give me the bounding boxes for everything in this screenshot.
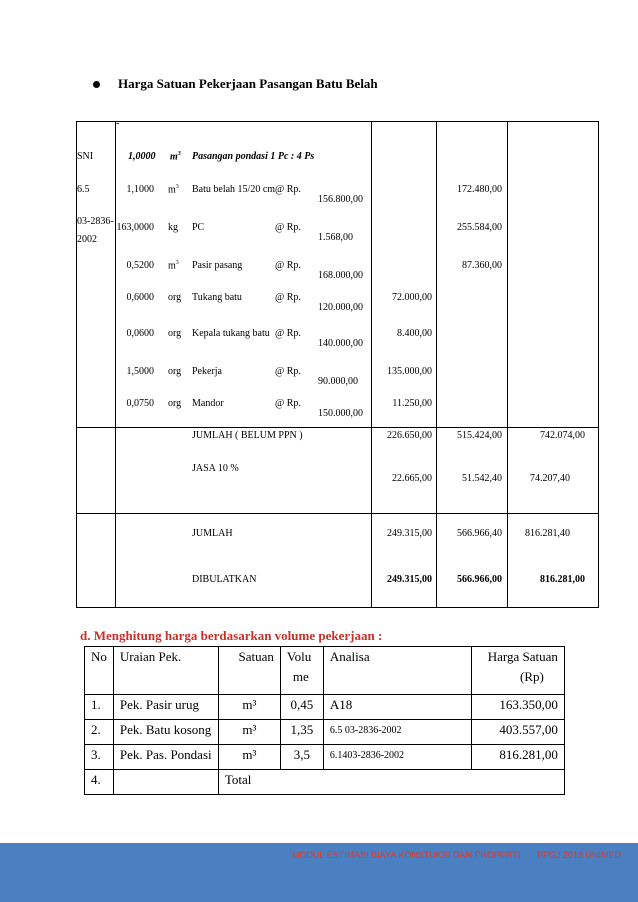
col-satuan: Satuan: [218, 647, 280, 695]
cell-mark: -: [116, 118, 120, 129]
item-coef: 1,1000: [126, 184, 154, 195]
total-label: Total: [218, 770, 564, 795]
jumlah-c1: 249.315,00: [387, 528, 432, 539]
row-uraian: Pek. Batu kosong: [113, 720, 218, 745]
total-empty: [113, 770, 218, 795]
row-volume: 3,5: [280, 745, 323, 770]
jumlah-label: JUMLAH: [192, 528, 233, 539]
dibulatkan-c1: 249.315,00: [387, 574, 432, 585]
item-coef: 0,5200: [126, 260, 154, 271]
table-row: [85, 720, 565, 745]
item-unit: org: [168, 398, 182, 409]
jumlah-belum-ppn-c1: 226.650,00: [387, 430, 432, 441]
jasa-label: JASA 10 %: [192, 463, 239, 474]
row-analisa: 6.1403-2836-2002: [323, 745, 471, 770]
item-price: 150.000,00: [318, 408, 363, 419]
jumlah-belum-ppn-c3: 742.074,00: [540, 430, 585, 441]
col-harga: Harga Satuan (Rp): [471, 647, 564, 695]
item-at: @ Rp.: [275, 260, 301, 271]
row-no: 2.: [85, 720, 114, 745]
item-price: 90.000,00: [318, 376, 358, 387]
bullet-icon: [93, 81, 100, 88]
item-unit: $m^3$: [168, 260, 179, 272]
item-cost-material: 172.480,00: [457, 184, 502, 195]
item-at: @ Rp.: [275, 222, 301, 233]
col-no: No: [85, 647, 114, 695]
item-at: @ Rp.: [275, 366, 301, 377]
item-price: 168.000,00: [318, 270, 363, 281]
row-analisa: A18: [323, 695, 471, 720]
item-unit: org: [168, 292, 182, 303]
row-uraian: Pek. Pas. Pondasi: [113, 745, 218, 770]
row-harga: 816.281,00: [471, 745, 564, 770]
item-desc: Pasir pasang: [192, 260, 243, 271]
row-harga: 403.557,00: [471, 720, 564, 745]
item-desc: Batu belah 15/20 cm: [192, 184, 276, 195]
item-coef: 0,0600: [126, 328, 154, 339]
code-line: 2002: [77, 234, 97, 245]
table-row: [85, 695, 565, 720]
dibulatkan-c3: 816.281,00: [540, 574, 585, 585]
table-header-row: [85, 647, 565, 695]
row-no: 1.: [85, 695, 114, 720]
row-satuan: m³: [218, 695, 280, 720]
col-uraian: Uraian Pek.: [113, 647, 218, 695]
code-line: 6.5: [77, 184, 90, 195]
row-satuan: m³: [218, 745, 280, 770]
dibulatkan-label: DIBULATKAN: [192, 574, 257, 585]
item-at: @ Rp.: [275, 184, 301, 195]
jasa-c3: 74.207,40: [530, 473, 570, 484]
col-analisa: Analisa: [323, 647, 471, 695]
jumlah-c3: 816.281,40: [525, 528, 570, 539]
item-cost-material: 255.584,00: [457, 222, 502, 233]
item-desc: Tukang batu: [192, 292, 242, 303]
col-volume: Volu me: [280, 647, 323, 695]
item-at: @ Rp.: [275, 292, 301, 303]
row-volume: 1,35: [280, 720, 323, 745]
item-desc: Pekerja: [192, 366, 222, 377]
item-cost-material: 87.360,00: [462, 260, 502, 271]
item-unit: kg: [168, 222, 178, 233]
item-cost-labor: 72.000,00: [392, 292, 432, 303]
item-at: @ Rp.: [275, 328, 301, 339]
row-analisa: 6.5 03-2836-2002: [323, 720, 471, 745]
item-price: 1.568,00: [318, 232, 353, 243]
footer-right-text: PPGJ 2018 UNIMED: [537, 850, 622, 860]
header-desc: Pasangan pondasi 1 Pc : 4 Ps: [192, 151, 315, 162]
item-coef: 163,0000: [116, 222, 154, 233]
section-heading: Harga Satuan Pekerjaan Pasangan Batu Belah: [118, 76, 378, 91]
header-coef: 1,0000: [128, 151, 156, 162]
item-unit: $m^3$: [168, 184, 179, 196]
row-no: 3.: [85, 745, 114, 770]
jumlah-belum-ppn-label: JUMLAH ( BELUM PPN ): [192, 430, 303, 441]
header-unit: $m^3$: [170, 151, 181, 163]
item-unit: org: [168, 328, 182, 339]
item-price: 156.800,00: [318, 194, 363, 205]
total-no: 4.: [85, 770, 114, 795]
item-price: 120.000,00: [318, 302, 363, 313]
section-d-heading: d. Menghitung harga berdasarkan volume pekerjaan :: [80, 628, 383, 643]
item-cost-labor: 135.000,00: [387, 366, 432, 377]
item-desc: PC: [192, 222, 205, 233]
item-desc: Mandor: [192, 398, 224, 409]
item-coef: 0,0750: [126, 398, 154, 409]
jumlah-c2: 566.966,40: [457, 528, 502, 539]
table-row-total: [85, 770, 565, 795]
item-coef: 1,5000: [126, 366, 154, 377]
item-cost-labor: 8.400,00: [397, 328, 432, 339]
dibulatkan-c2: 566.966,00: [457, 574, 502, 585]
item-price: 140.000,00: [318, 338, 363, 349]
row-uraian: Pek. Pasir urug: [113, 695, 218, 720]
jasa-c1: 22.665,00: [392, 473, 432, 484]
row-satuan: m³: [218, 720, 280, 745]
item-desc: Kepala tukang batu: [192, 328, 270, 339]
item-cost-labor: 11.250,00: [392, 398, 432, 409]
footer-left-text: MODUL ESTIMASI BIAYA KONSTUKSI DAN PROPERTI: [292, 850, 521, 860]
table-row: [85, 745, 565, 770]
row-volume: 0,45: [280, 695, 323, 720]
item-unit: org: [168, 366, 182, 377]
row-harga: 163.350,00: [471, 695, 564, 720]
volume-table: [84, 646, 565, 795]
item-at: @ Rp.: [275, 398, 301, 409]
item-coef: 0,6000: [126, 292, 154, 303]
sni-label: SNI: [77, 151, 94, 162]
jasa-c2: 51.542,40: [462, 473, 502, 484]
code-line: 03-2836-: [77, 216, 114, 227]
jumlah-belum-ppn-c2: 515.424,00: [457, 430, 502, 441]
